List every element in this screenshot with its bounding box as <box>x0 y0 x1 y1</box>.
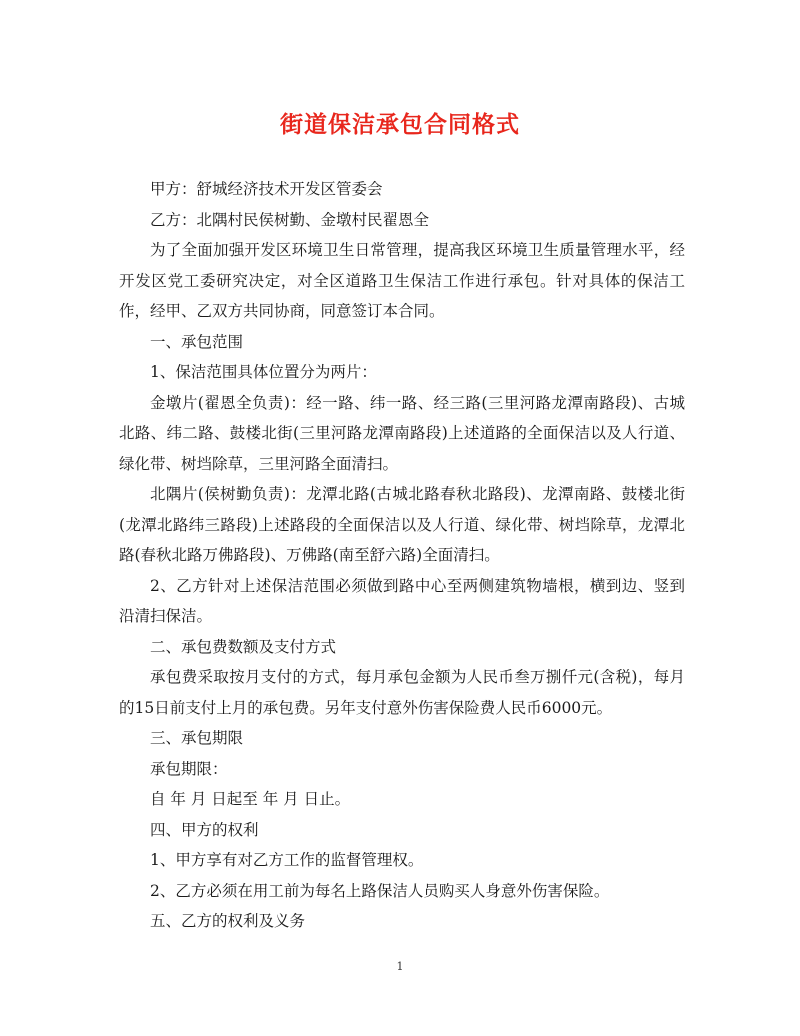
paragraph-beiyu-area: 北隅片(侯树勤负责)：龙潭北路(古城北路春秋北路段)、龙潭南路、鼓楼北街(龙潭北路纬三路段)上述路段的全面保洁以及人行道、绿化带、树垱除草，龙潭北路(春秋北路万佛路段)、万佛路(南至舒六路)全面清扫。 <box>119 485 685 564</box>
section-heading-party-b-rights: 五、乙方的权利及义务 <box>150 912 306 930</box>
section-heading-term: 三、承包期限 <box>150 729 244 747</box>
paragraph-scope-item-1: 1、保洁范围具体位置分为两片： <box>150 363 377 381</box>
section-heading-scope: 一、承包范围 <box>150 332 244 351</box>
document-title: 街道保洁承包合同格式 <box>280 111 520 138</box>
page-number: 1 <box>396 960 404 973</box>
paragraph-term-label: 承包期限： <box>150 759 228 778</box>
paragraph-term-dates: 自 年 月 日起至 年 月 日止。 <box>150 790 351 808</box>
section-heading-fee: 二、承包费数额及支付方式 <box>150 637 337 656</box>
paragraph-party-a-right-2: 2、乙方必须在用工前为每名上路保洁人员购买人身意外伤害保险。 <box>150 881 610 900</box>
paragraph-jindun-area: 金墩片(翟恩全负责)：经一路、纬一路、经三路(三里河路龙潭南路段)、古城北路、纬二路、鼓楼北街(三里河路龙潭南路段)上述道路的全面保洁以及人行道、绿化带、树垱除草，三里河路全面清扫。 <box>119 393 685 473</box>
paragraph-fee: 承包费采取按月支付的方式，每月承包金额为人民币叁万捌仟元(含税)，每月的15日前支付上月的承包费。另年支付意外伤害保险费人民币6000元。 <box>119 668 685 717</box>
section-heading-party-a-rights: 四、甲方的权利 <box>150 820 259 839</box>
paragraph-preamble: 为了全面加强开发区环境卫生日常管理，提高我区环境卫生质量管理水平，经开发区党工委研究决定，对全区道路卫生保洁工作进行承包。针对具体的保洁工作，经甲、乙双方共同协商，同意签订本合同。 <box>119 241 685 320</box>
paragraph-party-a-right-1: 1、甲方享有对乙方工作的监督管理权。 <box>150 851 424 869</box>
party-a: 甲方：舒城经济技术开发区管委会 <box>150 180 383 198</box>
paragraph-scope-item-2: 2、乙方针对上述保洁范围必须做到路中心至两侧建筑物墙根，横到边、竖到沿清扫保洁。 <box>119 576 685 625</box>
party-b: 乙方：北隅村民侯树勤、金墩村民翟恩全 <box>150 210 430 229</box>
document-body <box>119 174 685 937</box>
